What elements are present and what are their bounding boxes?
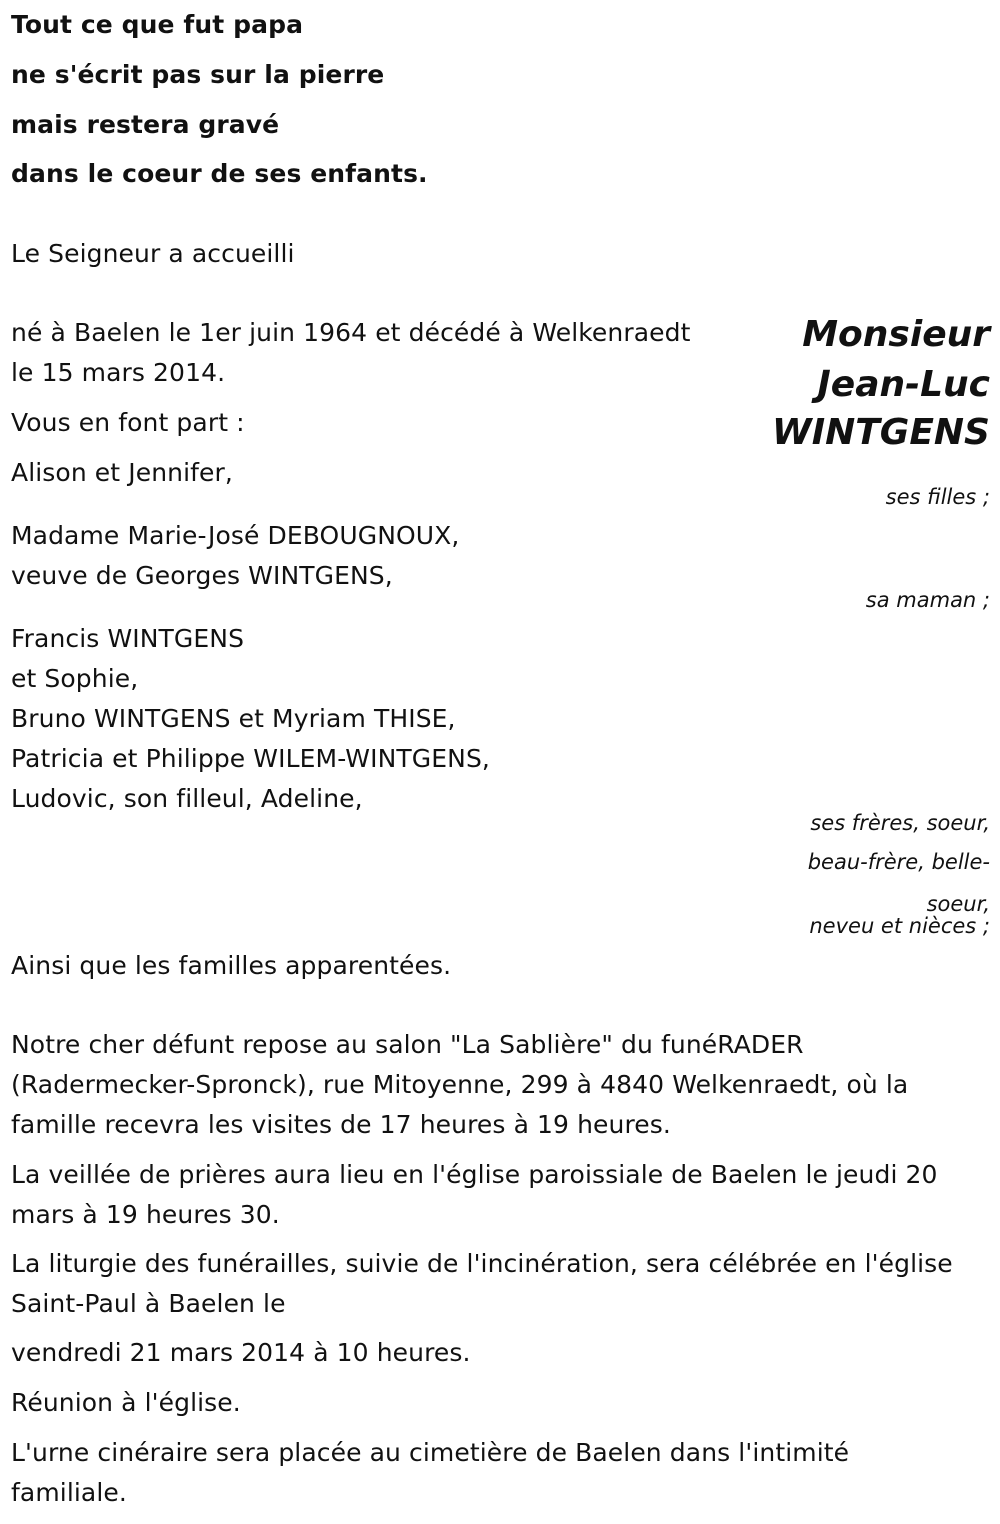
details-line: Notre cher défunt repose au salon "La Sablière" du funéRADER bbox=[11, 1030, 804, 1059]
details-line: Saint-Paul à Baelen le bbox=[11, 1289, 286, 1318]
daughters-relation: ses filles ; bbox=[885, 485, 990, 509]
deceased-last-name: WINTGENS bbox=[772, 412, 990, 453]
details-line: La liturgie des funérailles, suivie de l'incinération, sera célébrée en l'église bbox=[11, 1249, 953, 1278]
relatives-text: Ainsi que les familles apparentées. bbox=[11, 951, 452, 980]
details-line: Réunion à l'église. bbox=[11, 1388, 241, 1417]
details-line: vendredi 21 mars 2014 à 10 heures. bbox=[11, 1338, 471, 1367]
details-line: famille recevra les visites de 17 heures à 19 heures. bbox=[11, 1110, 671, 1139]
deceased-first-name: Jean-Luc bbox=[817, 364, 990, 405]
siblings-relation: beau-frère, belle- bbox=[807, 850, 990, 874]
siblings-relation: ses frères, soeur, bbox=[810, 811, 990, 835]
birth-death-line: né à Baelen le 1er juin 1964 et décédé à Welkenraedt bbox=[11, 318, 691, 347]
mother-relation: sa maman ; bbox=[865, 588, 990, 612]
daughters-names: Alison et Jennifer, bbox=[11, 458, 233, 487]
sibling-line: Ludovic, son filleul, Adeline, bbox=[11, 784, 363, 813]
mother-line: veuve de Georges WINTGENS, bbox=[11, 561, 393, 590]
sibling-line: Bruno WINTGENS et Myriam THISE, bbox=[11, 704, 456, 733]
sibling-line: et Sophie, bbox=[11, 664, 139, 693]
siblings-relation: neveu et nièces ; bbox=[809, 914, 990, 938]
poem-line: ne s'écrit pas sur la pierre bbox=[11, 60, 385, 89]
poem-line: dans le coeur de ses enfants. bbox=[11, 159, 428, 188]
sibling-line: Patricia et Philippe WILEM-WINTGENS, bbox=[11, 744, 490, 773]
announce-text: Vous en font part : bbox=[11, 408, 245, 437]
details-line: L'urne cinéraire sera placée au cimetière de Baelen dans l'intimité bbox=[11, 1438, 850, 1467]
mother-line: Madame Marie-José DEBOUGNOUX, bbox=[11, 521, 460, 550]
sibling-line: Francis WINTGENS bbox=[11, 624, 245, 653]
siblings-relation: soeur, bbox=[926, 892, 990, 916]
poem-line: mais restera gravé bbox=[11, 110, 280, 139]
details-line: mars à 19 heures 30. bbox=[11, 1200, 280, 1229]
birth-death-line: le 15 mars 2014. bbox=[11, 358, 226, 387]
deceased-title: Monsieur bbox=[802, 314, 990, 355]
details-line: La veillée de prières aura lieu en l'église paroissiale de Baelen le jeudi 20 bbox=[11, 1160, 938, 1189]
details-line: familiale. bbox=[11, 1478, 127, 1507]
intro-text: Le Seigneur a accueilli bbox=[11, 239, 295, 268]
poem-line: Tout ce que fut papa bbox=[11, 10, 304, 39]
details-line: (Radermecker-Spronck), rue Mitoyenne, 299 à 4840 Welkenraedt, où la bbox=[11, 1070, 909, 1099]
